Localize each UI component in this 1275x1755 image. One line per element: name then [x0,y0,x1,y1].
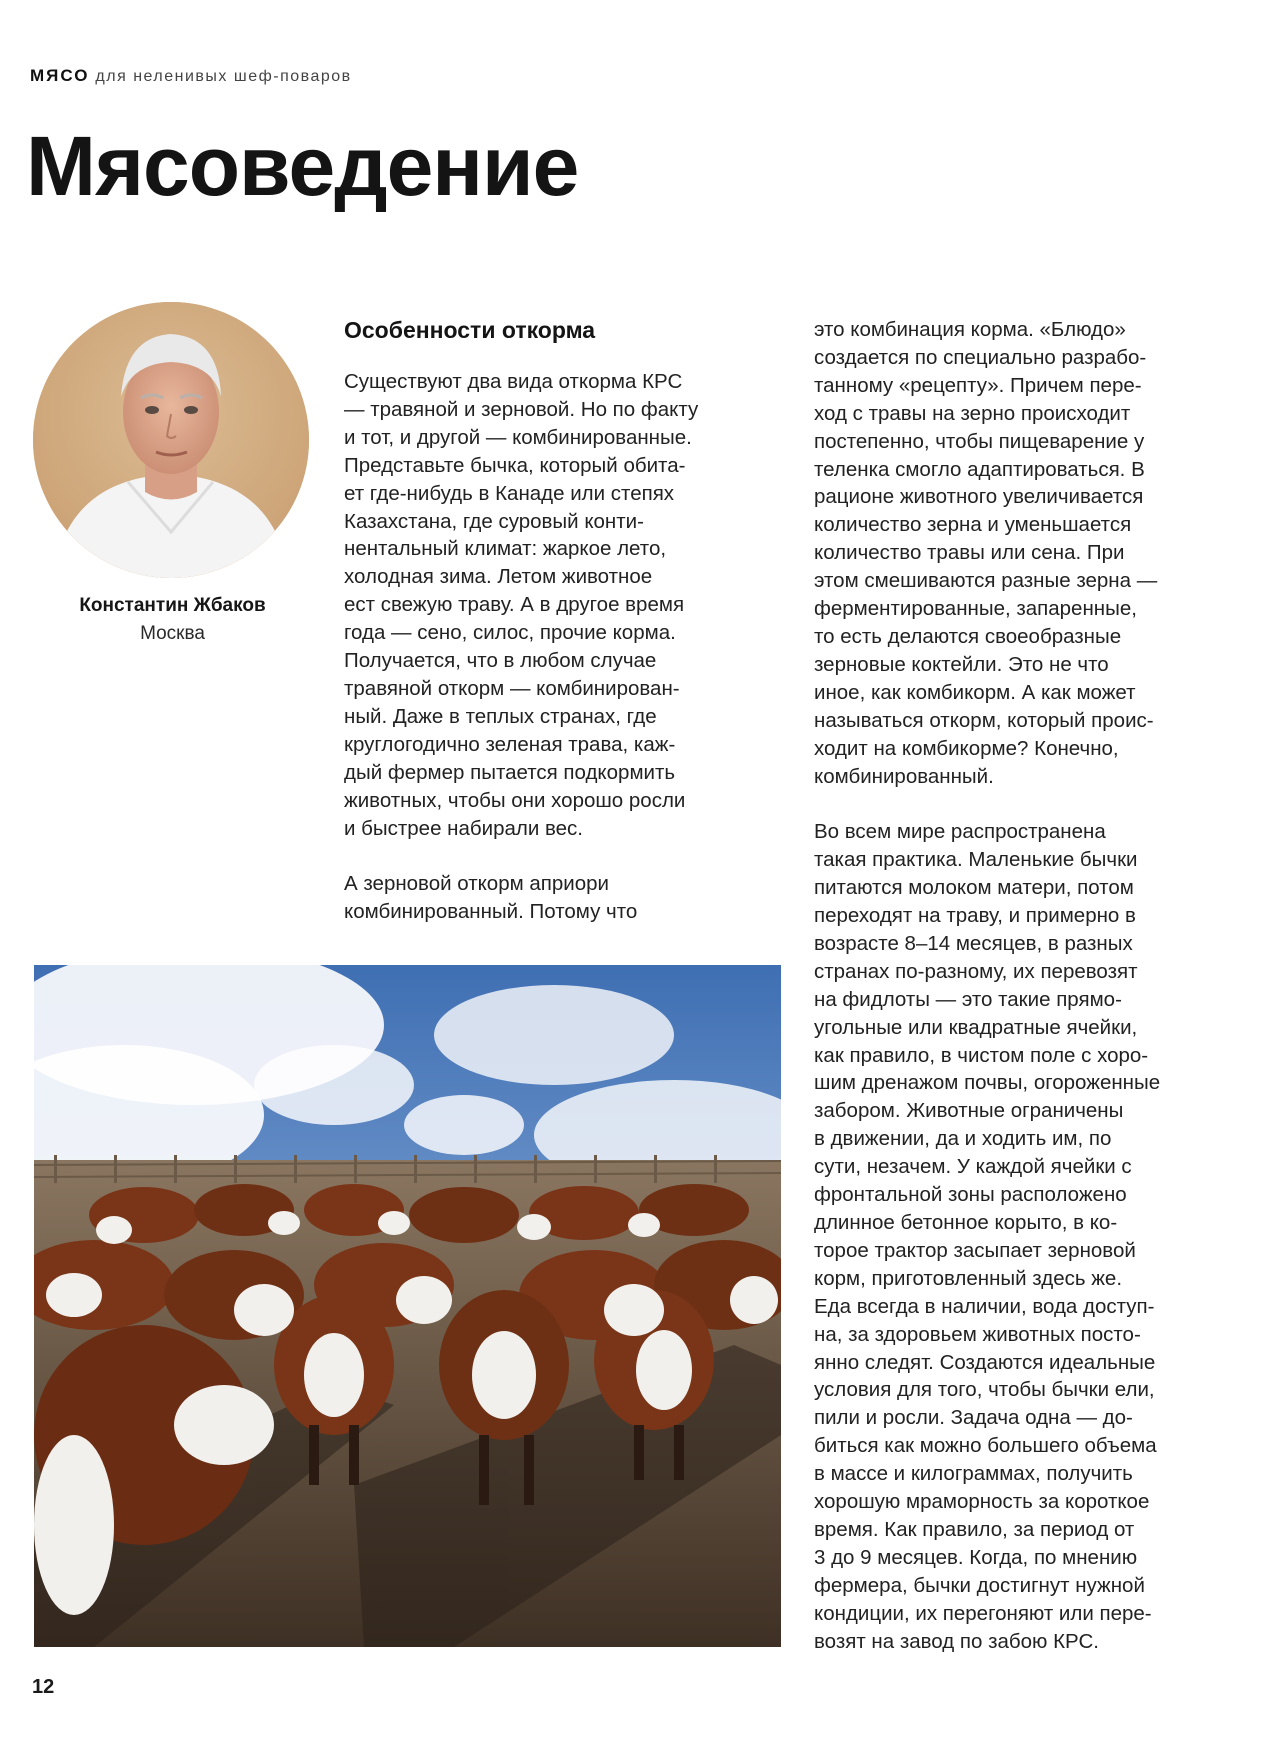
text-line: ет где-нибудь в Канаде или степях [344,481,675,505]
text-line: хорошую мраморность за короткое [814,1490,1150,1514]
author-portrait [33,302,309,578]
text-line: торое трактор засыпает зерновой [814,1238,1136,1262]
text-line: фермера, бычки достигнут нужной [814,1573,1145,1597]
text-line: комбинированный. Потому что [344,900,638,924]
header-subtitle: для неленивых шеф-поваров [95,68,352,85]
page-title: Мясоведение [26,119,579,213]
text-line: Получается, что в любом случае [344,649,657,673]
text-line: время. Как правило, за период от [814,1517,1135,1541]
paragraph [814,316,1254,790]
text-line: Во всем мире распространена [814,820,1106,844]
text-line: — травяной и зерновой. Но по факту [344,397,699,421]
text-line: возят на завод по забою КРС. [814,1629,1099,1653]
text-line: корм, приготовленный здесь же. [814,1266,1123,1290]
text-line: ный. Даже в теплых странах, где [344,704,657,728]
text-line: переходят на траву, и примерно в [814,904,1136,928]
text-line: то есть делаются своеобразные [814,624,1122,648]
text-line: угольные или квадратные ячейки, [814,1015,1138,1039]
text-line: янно следят. Создаются идеальные [814,1350,1156,1374]
text-line: теленка смогло адаптироваться. В [814,457,1145,481]
text-line: рационе животного увеличивается [814,485,1144,509]
text-line: называться откорм, который проис- [814,708,1154,732]
text-line: 3 до 9 месяцев. Когда, по мнению [814,1545,1138,1569]
text-line: пили и росли. Задача одна — до- [814,1406,1133,1430]
text-line: забором. Животные ограничены [814,1099,1124,1123]
text-line: биться как можно большего объема [814,1434,1157,1458]
text-line: в движении, да и ходить им, по [814,1127,1112,1151]
text-line: и быстрее набирали вес. [344,816,583,840]
text-line: питаются молоком матери, потом [814,876,1134,900]
text-line: ест свежую траву. А в другое время [344,593,685,617]
text-line: нентальный климат: жаркое лето, [344,537,667,561]
text-line: комбинированный. [814,764,994,788]
text-line: сути, незачем. У каждой ячейки с [814,1155,1132,1179]
paragraph [344,870,784,926]
text-line: Еда всегда в наличии, вода доступ- [814,1294,1155,1318]
author-name: Константин Жбаков [79,595,266,616]
text-column-middle [344,316,784,954]
text-line: ходит на комбикорме? Конечно, [814,736,1119,760]
text-line: этом смешиваются разные зерна — [814,569,1158,593]
text-line: такая практика. Маленькие бычки [814,848,1138,872]
text-line: шим дренажом почвы, огороженные [814,1071,1161,1095]
text-line: как правило, в чистом поле с хоро- [814,1043,1149,1067]
text-line: танному «рецепту». Причем пере- [814,373,1142,397]
text-line: травяной откорм — комбинирован- [344,676,680,700]
text-line: холодная зима. Летом животное [344,565,653,589]
text-line: фронтальной зоны расположено [814,1183,1127,1207]
text-line: круглогодично зеленая трава, каж- [344,732,676,756]
paragraph [344,368,784,842]
text-line: года — сено, силос, прочие корма. [344,621,676,645]
author-city: Москва [140,623,205,644]
text-line: на, за здоровьем животных посто- [814,1322,1141,1346]
text-line: А зерновой откорм априори [344,872,610,896]
text-line: Представьте бычка, который обита- [344,453,686,477]
text-line: странах по-разному, их перевозят [814,959,1138,983]
text-line: иное, как комбикорм. А как может [814,680,1136,704]
text-line: зерновые коктейли. Это не что [814,652,1109,676]
text-line: ход с травы на зерно происходит [814,401,1131,425]
running-header [30,66,352,86]
text-line: это комбинация корма. «Блюдо» [814,318,1126,341]
section-heading: Особенности откорма [344,317,596,343]
text-line: количество зерна и уменьшается [814,513,1132,537]
text-column-right [814,316,1254,1683]
paragraph [814,818,1254,1655]
portrait-image [33,302,309,578]
text-line: Существуют два вида откорма КРС [344,370,683,393]
text-line: возрасте 8–14 месяцев, в разных [814,931,1133,955]
header-section: МЯСО [30,66,90,85]
page-number: 12 [32,1676,55,1698]
text-line: на фидлоты — это такие прямо- [814,987,1122,1011]
text-line: постепенно, чтобы пищеварение у [814,429,1145,453]
text-line: и тот, и другой — комбинированные. [344,425,692,449]
text-line: создается по специально разрабо- [814,345,1147,369]
feedlot-image [34,965,781,1647]
text-line: дый фермер пытается подкормить [344,760,676,784]
text-line: количество травы или сена. При [814,541,1125,565]
text-line: животных, чтобы они хорошо росли [344,788,686,812]
text-line: в массе и килограммах, получить [814,1462,1133,1486]
text-line: длинное бетонное корыто, в ко- [814,1210,1118,1234]
text-line: кондиции, их перегоняют или пере- [814,1601,1152,1625]
cattle-feedlot-photo [34,965,781,1647]
text-line: условия для того, чтобы бычки ели, [814,1378,1155,1402]
text-line: Казахстана, где суровый конти- [344,509,644,533]
text-line: ферментированные, запаренные, [814,597,1137,621]
